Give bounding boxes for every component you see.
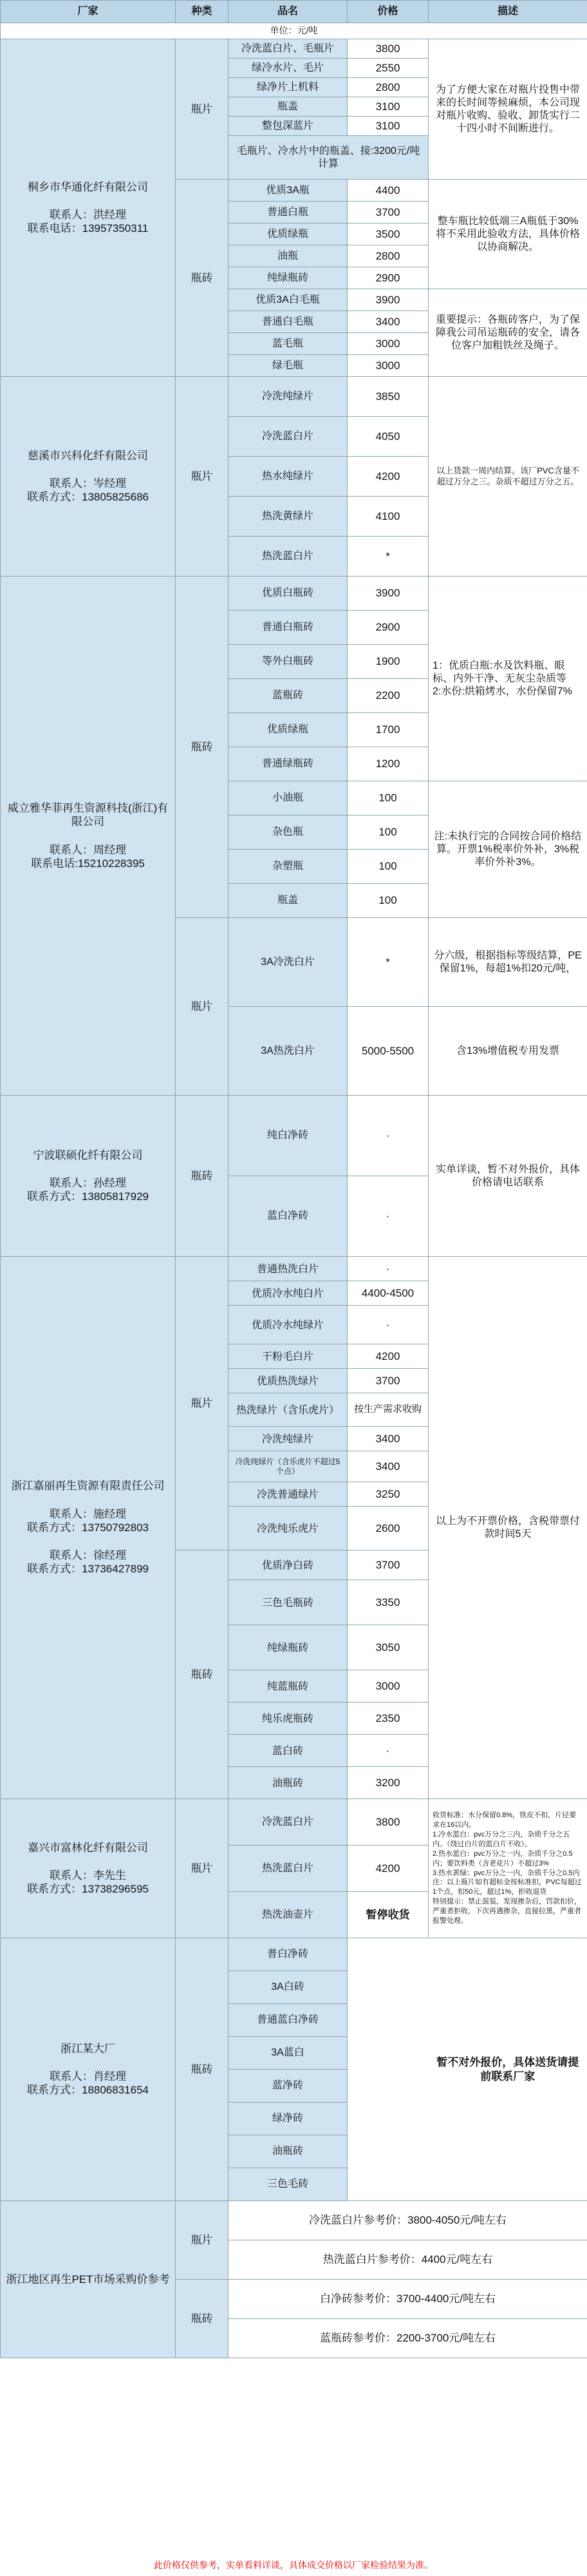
product-price: 4100 bbox=[348, 497, 429, 537]
product-name: 杂塑瓶 bbox=[228, 850, 348, 884]
product-name: 纯白净砖 bbox=[228, 1096, 348, 1176]
company-jiali bbox=[1, 1257, 176, 1799]
company-fulin bbox=[1, 1799, 176, 1938]
company-contact: 联系人：岑经理 bbox=[50, 477, 126, 490]
disclaimer: 此价格仅供参考，实单看料详谈，具体成交价格以厂家检验结果为准。 bbox=[0, 2557, 587, 2576]
product-name: 纯绿瓶砖 bbox=[228, 267, 348, 289]
product-name: 优质冷水纯绿片 bbox=[228, 1306, 348, 1344]
product-name: 蓝白净砖 bbox=[228, 1176, 348, 1257]
product-name: 纯蓝瓶砖 bbox=[228, 1670, 348, 1703]
product-name: 冷洗纯乐虎片 bbox=[228, 1507, 348, 1550]
product-price: 4400-4500 bbox=[348, 1281, 429, 1306]
huafei-desc-4: 含13%增值税专用发票 bbox=[429, 1007, 587, 1096]
market-ref-line: 冷洗蓝白片参考价：3800-4050元/吨左右 bbox=[228, 2201, 587, 2240]
category-bottle: 瓶片 bbox=[176, 2201, 228, 2280]
product-name: 普通绿瓶砖 bbox=[228, 747, 348, 781]
product-name: 3A热洗白片 bbox=[228, 1007, 348, 1096]
product-price: 2900 bbox=[348, 267, 429, 289]
product-name: 优质热洗绿片 bbox=[228, 1369, 348, 1393]
company-contact: 联系人：孙经理 bbox=[50, 1176, 126, 1189]
product-price: 2200 bbox=[348, 679, 429, 713]
company-name: 慈溪市兴科化纤有限公司 bbox=[28, 449, 148, 462]
product-price: 4200 bbox=[348, 457, 429, 497]
product-price: 100 bbox=[348, 884, 429, 918]
product-price: 100 bbox=[348, 816, 429, 850]
product-name: 绿净砖 bbox=[228, 2103, 348, 2135]
product-name: 等外白瓶砖 bbox=[228, 645, 348, 679]
product-name: 3A白砖 bbox=[228, 1971, 348, 2004]
company-huafei bbox=[1, 577, 176, 1096]
huafei-desc-2: 注:未执行完的合同按合同价格结算。开票1%税率价外补，3%税率价外补3%。 bbox=[429, 781, 587, 918]
product-name: 瓶盖 bbox=[228, 884, 348, 918]
product-name: 纯绿瓶砖 bbox=[228, 1625, 348, 1670]
table-row bbox=[1, 39, 587, 59]
product-price: 100 bbox=[348, 781, 429, 816]
product-name: 普通热洗白片 bbox=[228, 1257, 348, 1281]
product-name: 蓝毛瓶 bbox=[228, 333, 348, 355]
category-brick: 瓶砖 bbox=[176, 180, 228, 377]
product-price: 3100 bbox=[348, 117, 429, 136]
product-price: 2800 bbox=[348, 78, 429, 97]
company-contact: 联系人：洪经理 bbox=[50, 208, 126, 221]
company-contact: 联系人：施经理 bbox=[50, 1507, 126, 1520]
category-brick: 瓶砖 bbox=[176, 1938, 228, 2201]
product-price: 1700 bbox=[348, 713, 429, 747]
market-reference bbox=[1, 2201, 176, 2358]
product-name: 蓝瓶砖 bbox=[228, 679, 348, 713]
product-name: 优质净白砖 bbox=[228, 1550, 348, 1580]
category-bottle: 瓶片 bbox=[176, 1257, 228, 1550]
product-price: · bbox=[348, 1096, 429, 1176]
unit-label: 单位：元/吨 bbox=[1, 23, 587, 39]
product-price: 4200 bbox=[348, 1344, 429, 1369]
product-price: 3800 bbox=[348, 1799, 429, 1846]
company-name: 浙江嘉丽再生资源有限责任公司 bbox=[11, 1480, 165, 1493]
product-name: 普通白瓶砖 bbox=[228, 611, 348, 645]
product-name: 小油瓶 bbox=[228, 781, 348, 816]
product-name: 优质3A白毛瓶 bbox=[228, 289, 348, 311]
table-row bbox=[1, 377, 587, 417]
product-name: 蓝净砖 bbox=[228, 2070, 348, 2103]
company-name: 浙江某大厂 bbox=[61, 2042, 115, 2055]
xingke-desc: 以上货款一周内结算。该厂PVC含量不超过万分之三。杂质不超过万分之五。 bbox=[429, 377, 587, 577]
product-name: 三色毛瓶砖 bbox=[228, 1580, 348, 1625]
company-contact: 联系人：徐经理 bbox=[50, 1549, 126, 1562]
product-note: 毛瓶片、冷水片中的瓶盖、接:3200元/吨计算 bbox=[228, 136, 429, 180]
product-name: 热洗绿片（含乐虎片） bbox=[228, 1393, 348, 1427]
product-price: 1900 bbox=[348, 645, 429, 679]
product-price: 3400 bbox=[348, 1427, 429, 1451]
product-name: 热水纯绿片 bbox=[228, 457, 348, 497]
product-price: 2900 bbox=[348, 611, 429, 645]
product-price: 3250 bbox=[348, 1482, 429, 1507]
product-name: 冷洗纯绿片 bbox=[228, 377, 348, 417]
product-name: 三色毛砖 bbox=[228, 2168, 348, 2201]
table-row bbox=[1, 1096, 587, 1176]
company-dachang bbox=[1, 1938, 176, 2201]
product-name: 热洗油壶片 bbox=[228, 1892, 348, 1938]
company-phone: 联系方式：13805825686 bbox=[26, 491, 149, 504]
product-name: 干粉毛白片 bbox=[228, 1344, 348, 1369]
product-name: 冷洗蓝白片 bbox=[228, 417, 348, 457]
product-name: 整包深蓝片 bbox=[228, 117, 348, 136]
fulin-desc: 收货标准：水分保留0.8%，铁皮不扣，片径要求在16以内。 1.冷水蓝白：pvc万分之三内，杂质千分之五内。（绕过白片的蓝白片不收）。 2.热水蓝白：pvc万分之一内，杂质千分之0.5内；要饮料类（含老花片）不超过3% 3.热水黄绿：pvc万分之一内，杂质千分之0.5内 注：以上瓶片如有超标金按标准扣，PVC每超过1个点，扣50元，超过1%，拒收退货 特别提示：禁止混装，发现掺杂后，罚款扣价，严重者拒收，下次再遇掺杂，直接拉黑，严重者报警处理。 bbox=[429, 1799, 587, 1938]
table-row bbox=[1, 577, 587, 611]
product-name: 纯乐虎瓶砖 bbox=[228, 1703, 348, 1735]
huatong-desc-2: 整车瓶比较低端三A瓶低于30%将不采用此验收方法，具体价格以协商解决。 bbox=[429, 180, 587, 289]
product-price: * bbox=[348, 918, 429, 1007]
product-price: 100 bbox=[348, 850, 429, 884]
product-name: 优质绿瓶 bbox=[228, 713, 348, 747]
category-brick: 瓶砖 bbox=[176, 2280, 228, 2358]
product-price: 3000 bbox=[348, 1670, 429, 1703]
company-lianshuo bbox=[1, 1096, 176, 1257]
product-price: 4200 bbox=[348, 1846, 429, 1892]
huatong-desc-3: 重要提示：各瓶砖客户，为了保障我公司吊运瓶砖的安全，请各位客户加粗铁丝及绳子。 bbox=[429, 289, 587, 377]
product-price: · bbox=[348, 1735, 429, 1767]
product-price: 暂停收货 bbox=[348, 1892, 429, 1938]
category-bottle: 瓶片 bbox=[176, 1799, 228, 1938]
product-name: 冷洗蓝白片、毛瓶片 bbox=[228, 39, 348, 59]
product-price: * bbox=[348, 537, 429, 577]
product-name: 绿净片上机料 bbox=[228, 78, 348, 97]
huatong-desc-1: 为了方便大家在对瓶片投售中带来的长时间等候麻烦，本公司现对瓶片收购、验收、卸货实行二十四小时不间断进行。 bbox=[429, 39, 587, 180]
product-price: 3050 bbox=[348, 1625, 429, 1670]
product-name: 普通白瓶 bbox=[228, 202, 348, 224]
header-row bbox=[1, 1, 587, 23]
category-brick: 瓶砖 bbox=[176, 1550, 228, 1799]
dachang-desc: 暂不对外报价，具体送货请提前联系厂家 bbox=[429, 1938, 587, 2201]
product-price: 4400 bbox=[348, 180, 429, 202]
header-price: 价格 bbox=[348, 1, 429, 23]
product-name: 热洗蓝白片 bbox=[228, 1846, 348, 1892]
product-price: 3900 bbox=[348, 577, 429, 611]
product-name: 3A冷洗白片 bbox=[228, 918, 348, 1007]
product-price-empty bbox=[348, 1938, 429, 2201]
company-phone: 联系方式：13738296595 bbox=[26, 1883, 149, 1896]
market-title: 浙江地区再生PET市场采购价参考 bbox=[6, 2273, 170, 2285]
product-price: 3400 bbox=[348, 311, 429, 333]
market-ref-line: 白净砖参考价：3700-4400元/吨左右 bbox=[228, 2280, 587, 2319]
product-price: 3700 bbox=[348, 1550, 429, 1580]
company-name: 威立雅华菲再生资源科技(浙江)有限公司 bbox=[7, 802, 169, 828]
product-price: 按生产需求收购 bbox=[348, 1393, 429, 1427]
category-bottle: 瓶片 bbox=[176, 39, 228, 180]
product-price: 3900 bbox=[348, 289, 429, 311]
product-name: 3A蓝白 bbox=[228, 2037, 348, 2070]
product-name: 绿冷水片、毛片 bbox=[228, 59, 348, 78]
product-name: 优质3A瓶 bbox=[228, 180, 348, 202]
lianshuo-desc: 实单详谈，暂不对外报价，具体价格请电话联系 bbox=[429, 1096, 587, 1257]
product-name: 油瓶砖 bbox=[228, 1767, 348, 1799]
product-name: 热洗黄绿片 bbox=[228, 497, 348, 537]
company-phone: 联系电话:15210228395 bbox=[31, 857, 145, 870]
company-phone: 联系方式：13750792803 bbox=[26, 1521, 149, 1534]
product-name: 优质白瓶砖 bbox=[228, 577, 348, 611]
huafei-desc-3: 分六级，根据指标等级结算，PE保留1%，每超1%扣20元/吨， bbox=[429, 918, 587, 1007]
product-name: 优质冷水纯白片 bbox=[228, 1281, 348, 1306]
company-contact: 联系人：周经理 bbox=[50, 843, 126, 856]
product-price: 3200 bbox=[348, 1767, 429, 1799]
product-price: 2350 bbox=[348, 1703, 429, 1735]
product-price: 3100 bbox=[348, 97, 429, 117]
category-brick: 瓶砖 bbox=[176, 1096, 228, 1257]
product-price: 3000 bbox=[348, 333, 429, 355]
product-name: 普白净砖 bbox=[228, 1938, 348, 1971]
category-brick: 瓶砖 bbox=[176, 577, 228, 918]
huafei-desc-1: 1：优质白瓶:水及饮料瓶、眼标、内外干净、无灰尘杂质等 2:水份:烘箱烤水，水份保留7% bbox=[429, 577, 587, 781]
product-name: 普通白毛瓶 bbox=[228, 311, 348, 333]
table-row bbox=[1, 2201, 587, 2240]
company-name: 宁波联硕化纤有限公司 bbox=[33, 1149, 143, 1161]
product-name: 优质绿瓶 bbox=[228, 224, 348, 245]
product-price: 2550 bbox=[348, 59, 429, 78]
product-price: 3000 bbox=[348, 355, 429, 377]
category-bottle: 瓶片 bbox=[176, 918, 228, 1096]
product-name: 瓶盖 bbox=[228, 97, 348, 117]
product-price: 3700 bbox=[348, 202, 429, 224]
product-name: 绿毛瓶 bbox=[228, 355, 348, 377]
market-ref-line: 热洗蓝白片参考价：4400元/吨左右 bbox=[228, 2240, 587, 2280]
category-bottle: 瓶片 bbox=[176, 377, 228, 577]
product-price: 2600 bbox=[348, 1507, 429, 1550]
product-price: 3700 bbox=[348, 1369, 429, 1393]
header-kind: 种类 bbox=[176, 1, 228, 23]
product-price: 2800 bbox=[348, 245, 429, 267]
product-name: 蓝白砖 bbox=[228, 1735, 348, 1767]
table-row bbox=[1, 1938, 587, 1971]
product-name: 普通蓝白净砖 bbox=[228, 2004, 348, 2037]
header-desc: 描述 bbox=[429, 1, 587, 23]
product-price: · bbox=[348, 1306, 429, 1344]
product-price: 3350 bbox=[348, 1580, 429, 1625]
company-phone: 联系电话：13957350311 bbox=[27, 222, 149, 235]
jiali-desc: 以上为不开票价格，含税带票付款时间5天 bbox=[429, 1257, 587, 1799]
product-price: 1200 bbox=[348, 747, 429, 781]
company-contact: 联系人：李先生 bbox=[50, 1869, 126, 1882]
product-name: 油瓶 bbox=[228, 245, 348, 267]
company-huatong bbox=[1, 39, 176, 377]
product-price: 4050 bbox=[348, 417, 429, 457]
product-name: 冷洗蓝白片 bbox=[228, 1799, 348, 1846]
company-phone: 联系方式：13736427899 bbox=[26, 1563, 149, 1576]
market-ref-line: 蓝瓶砖参考价：2200-3700元/吨左右 bbox=[228, 2319, 587, 2358]
company-name: 嘉兴市富林化纤有限公司 bbox=[28, 1841, 148, 1854]
header-factory: 厂家 bbox=[1, 1, 176, 23]
company-phone: 联系方式：18806831654 bbox=[26, 2084, 149, 2097]
product-name: 油瓶砖 bbox=[228, 2135, 348, 2168]
header-product: 品名 bbox=[228, 1, 348, 23]
product-price: 3500 bbox=[348, 224, 429, 245]
product-name: 冷洗纯绿片（含乐虎片不超过5个点） bbox=[228, 1451, 348, 1482]
product-price: 5000-5500 bbox=[348, 1007, 429, 1096]
product-name: 冷洗纯绿片 bbox=[228, 1427, 348, 1451]
company-name: 桐乡市华通化纤有限公司 bbox=[28, 180, 148, 193]
table-row bbox=[1, 1257, 587, 1281]
product-price: 3850 bbox=[348, 377, 429, 417]
unit-row bbox=[1, 23, 587, 39]
product-price: · bbox=[348, 1176, 429, 1257]
product-price: · bbox=[348, 1257, 429, 1281]
product-name: 杂色瓶 bbox=[228, 816, 348, 850]
company-phone: 联系方式：13805817929 bbox=[26, 1190, 149, 1203]
company-xingke bbox=[1, 377, 176, 577]
product-name: 热洗蓝白片 bbox=[228, 537, 348, 577]
company-contact: 联系人：肖经理 bbox=[50, 2070, 126, 2083]
table-row bbox=[1, 1799, 587, 1846]
product-price: 3400 bbox=[348, 1451, 429, 1482]
product-name: 冷洗普通绿片 bbox=[228, 1482, 348, 1507]
product-price: 3800 bbox=[348, 39, 429, 59]
